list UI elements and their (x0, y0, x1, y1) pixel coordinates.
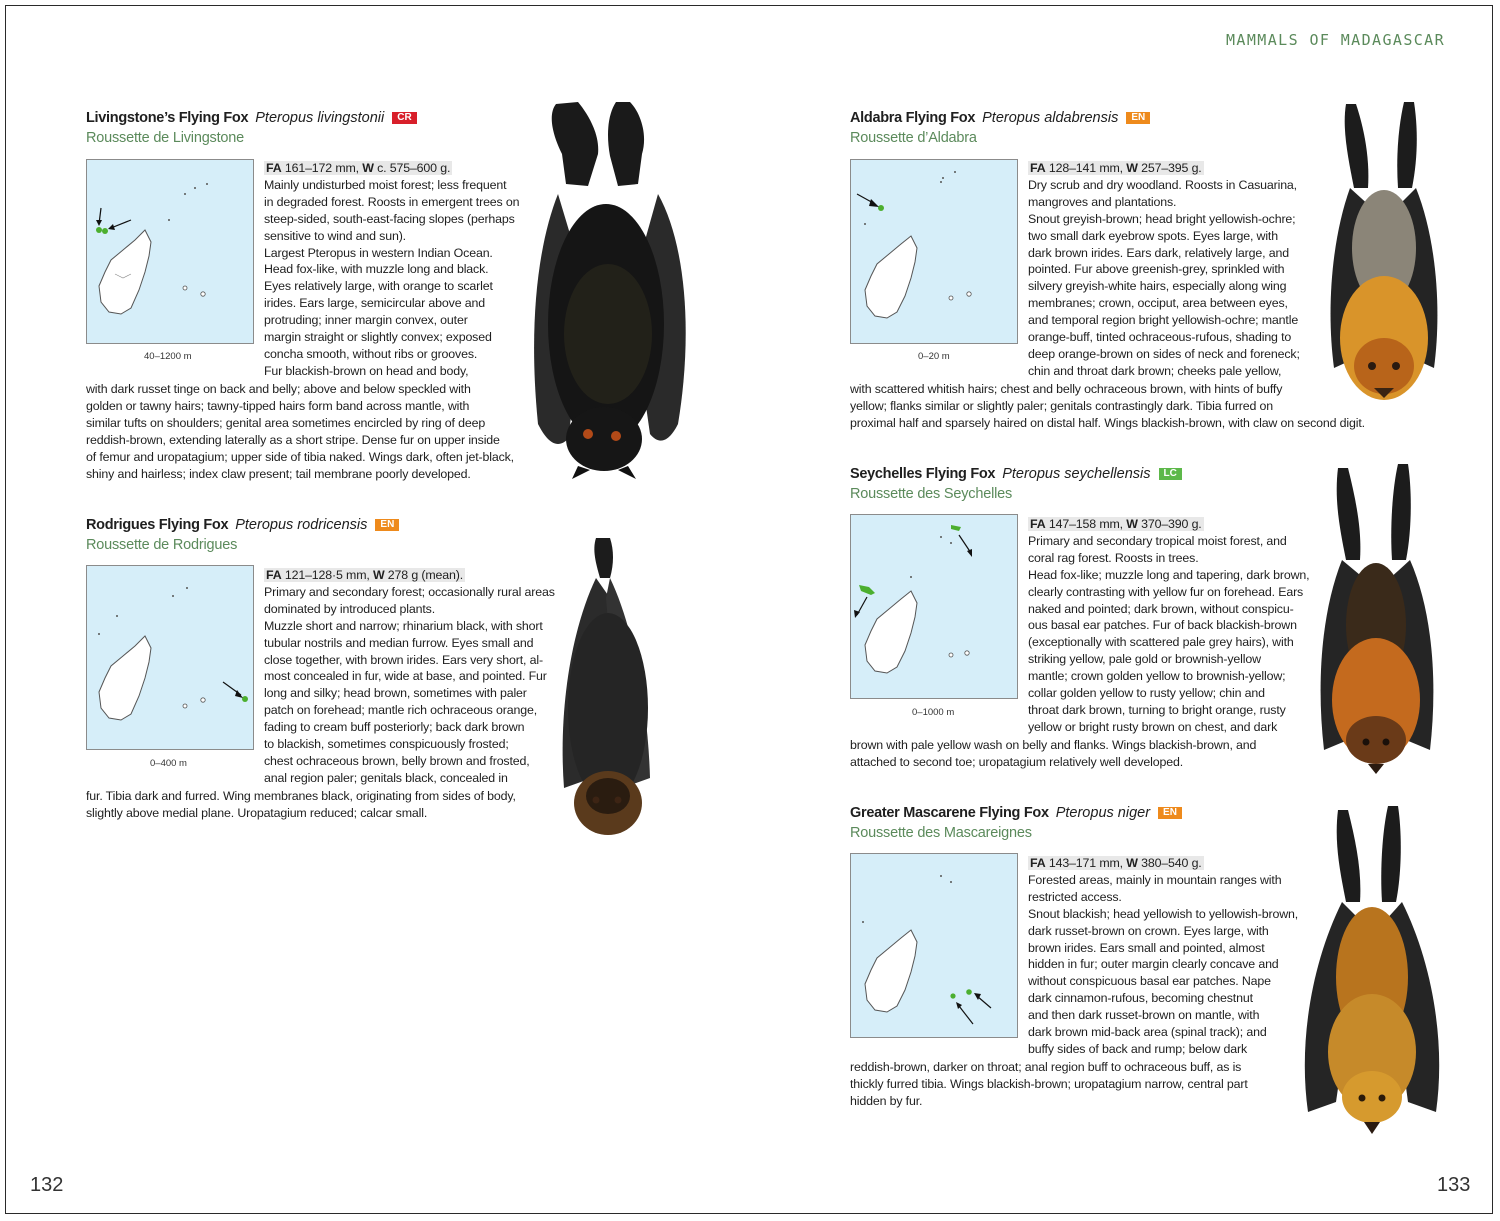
measurements: FA 147–158 mm, W 370–390 g. (1030, 517, 1202, 531)
bat-illustration-rodrigues (552, 538, 662, 843)
range-map (850, 514, 1018, 699)
scientific-name: Pteropus livingstonii (255, 110, 385, 126)
elevation-range: 0–400 m (150, 758, 187, 769)
common-name: Aldabra Flying Fox (850, 110, 976, 126)
range-marker (96, 227, 102, 233)
status-badge: EN (1158, 807, 1182, 819)
range-marker (951, 525, 961, 531)
species-entry-rodrigues (86, 515, 399, 555)
elevation-range: 0–1000 m (912, 707, 955, 718)
range-marker (950, 993, 955, 998)
french-name: Roussette d’Aldabra (850, 130, 977, 146)
species-title (86, 515, 399, 535)
french-name: Roussette des Seychelles (850, 486, 1013, 502)
measurements: FA 143–171 mm, W 380–540 g. (1030, 856, 1202, 870)
description-narrow: FA 161–172 mm, W c. 575–600 g. Mainly undisturbed moist forest; less frequent in degraded forest. Roosts in emergent trees on steep-sided, south-east-facing slopes (perhaps sensitive to wind and sun). Largest Pteropus in western Indian Ocean. Head fox-like, with muzzle long and black. Eyes relatively large, with orange to scarlet irides. Ears large, semicircular above and protruding; inner margin convex, outer margin straight or slightly convex; exposed concha smooth, without ribs or grooves. Fur blackish-brown on head and body, (264, 161, 520, 378)
scientific-name: Pteropus seychellensis (1002, 466, 1151, 482)
page-number-right: 133 (1437, 1174, 1471, 1196)
page-number-left: 132 (30, 1174, 64, 1196)
species-title (850, 108, 1150, 128)
species-entry-aldabra (850, 108, 1150, 148)
scientific-name: Pteropus aldabrensis (982, 110, 1119, 126)
common-name: Greater Mascarene Flying Fox (850, 805, 1049, 821)
french-name: Roussette des Mascareignes (850, 825, 1032, 841)
scientific-name: Pteropus niger (1055, 805, 1151, 821)
bat-illustration-seychelles (1312, 460, 1442, 785)
scientific-name: Pteropus rodricensis (235, 517, 368, 533)
elevation-range: 0–20 m (918, 351, 950, 362)
status-badge: CR (392, 112, 416, 124)
measurements: FA 128–141 mm, W 257–395 g. (1030, 161, 1202, 175)
range-map (850, 159, 1018, 344)
species-title (850, 464, 1182, 484)
description-wide: fur. Tibia dark and furred. Wing membranes black, originating from sides of body, slightly above medial plane. Uropatagium reduced; calcar small. (86, 789, 516, 820)
elevation-range: 40–1200 m (144, 351, 192, 362)
species-entry-livingstone (86, 108, 417, 148)
running-head: MAMMALS OF MADAGASCAR (1226, 31, 1446, 49)
description-wide: with scattered whitish hairs; chest and belly ochraceous brown, with hints of buffy yellow; flanks similar or slightly paler; genitals contrastingly dark. Tibia furred on proximal half and sparsely haired on distal half. Wings blackish-brown, with claw on second digit. (850, 382, 1365, 430)
range-map (86, 565, 254, 750)
range-map (86, 159, 254, 344)
common-name: Rodrigues Flying Fox (86, 517, 229, 533)
common-name: Seychelles Flying Fox (850, 466, 996, 482)
species-entry-seychelles (850, 464, 1182, 504)
species-title (850, 803, 1182, 823)
description-wide: brown with pale yellow wash on belly and flanks. Wings blackish-brown, and attached to second toe; uropatagium relatively well developed. (850, 738, 1257, 769)
species-title (86, 108, 417, 128)
measurements: FA 161–172 mm, W c. 575–600 g. (266, 161, 451, 175)
range-marker (242, 696, 248, 702)
description-wide: with dark russet tinge on back and belly; above and below speckled with golden or tawny hairs; tawny-tipped hairs form band across mantle, with similar tufts on shoulders; genital area sometimes encircled by ring of deep reddish-brown, extending laterally as a short stripe. Dense fur on upper inside of femur and uropatagium; upper side of tibia naked. Wings dark, often jet-black, shiny and hairless; index claw present; tail membrane poorly developed. (86, 382, 514, 481)
common-name: Livingstone’s Flying Fox (86, 110, 249, 126)
status-badge: LC (1159, 468, 1182, 480)
madagascar-outline (99, 230, 151, 314)
french-name: Roussette de Livingstone (86, 130, 245, 146)
description-narrow: FA 128–141 mm, W 257–395 g. Dry scrub and dry woodland. Roosts in Casuarina, mangroves and plantations. Snout greyish-brown; head bright yellowish-ochre; two small dark eyebrow spots. Eyes large, with dark brown irides. Ears dark, relatively large, and pointed. Fur above greenish-grey, sprinkled with silvery greyish-white hairs, especially along wing membranes; crown, occiput, area between eyes, and temporal region bright yellowish-ochre; mantle orange-buff, tinted ochraceous-rufous, shading to deep orange-brown on sides of neck and foreneck; chin and throat dark brown; cheeks pale yellow, (1028, 161, 1300, 378)
species-entry-mascarene (850, 803, 1182, 843)
description-wide: reddish-brown, darker on throat; anal region buff to ochraceous buff, as is thickly furred tibia. Wings blackish-brown; uropatagium narrow, central part hidden by fur. (850, 1060, 1248, 1108)
french-name: Roussette de Rodrigues (86, 537, 238, 553)
bat-illustration-aldabra (1322, 98, 1444, 418)
bat-illustration-livingstone (518, 94, 698, 479)
range-map (850, 853, 1018, 1038)
range-marker (878, 205, 884, 211)
description-narrow: FA 147–158 mm, W 370–390 g. Primary and secondary tropical moist forest, and coral rag forest. Roosts in trees. Head fox-like; muzzle long and tapering, dark brown, clearly contrasting with yellow fur on forehead. Ears naked and pointed; dark brown, without conspicu- ous basal ear patches. Fur of back blackish-brown (exceptionally with scattered pale grey hairs), with striking yellow, pale gold or brownish-yellow mantle; crown golden yellow to brownish-yellow; collar golden yellow to rusty yellow; chin and throat dark brown, turning to bright orange, rusty yellow or bright rusty brown on chest, and dark (1028, 517, 1310, 734)
status-badge: EN (375, 519, 399, 531)
description-narrow: FA 143–171 mm, W 380–540 g. Forested areas, mainly in mountain ranges with restricted access. Snout blackish; head yellowish to yellowish-brown, dark russet-brown on crown. Eyes large, with brown irides. Ears small and pointed, almost hidden in fur; outer margin clearly concave and without conspicuous basal ear patches. Nape dark cinnamon-rufous, becoming chestnut and then dark russet-brown on mantle, with dark brown mid-back area (spinal track); and buffy sides of back and rump; below dark (1028, 856, 1299, 1056)
measurements: FA 121–128·5 mm, W 278 g (mean). (266, 568, 463, 582)
bat-illustration-mascarene (1292, 802, 1452, 1152)
description-narrow: FA 121–128·5 mm, W 278 g (mean). Primary and secondary forest; occasionally rural areas dominated by introduced plants. Muzzle short and narrow; rhinarium black, with short tubular nostrils and median furrow. Eyes small and close together, with brown irides. Ears very short, al- most concealed in fur, wide at base, and pointed. Fur long and silky; head brown, sometimes with paler patch on forehead; mantle rich ochraceous orange, fading to cream buff posteriorly; back dark brown to blackish, sometimes conspicuously frosted; chest ochraceous brown, belly brown and frosted, anal region paler; genitals black, concealed in (264, 568, 555, 785)
status-badge: EN (1126, 112, 1150, 124)
